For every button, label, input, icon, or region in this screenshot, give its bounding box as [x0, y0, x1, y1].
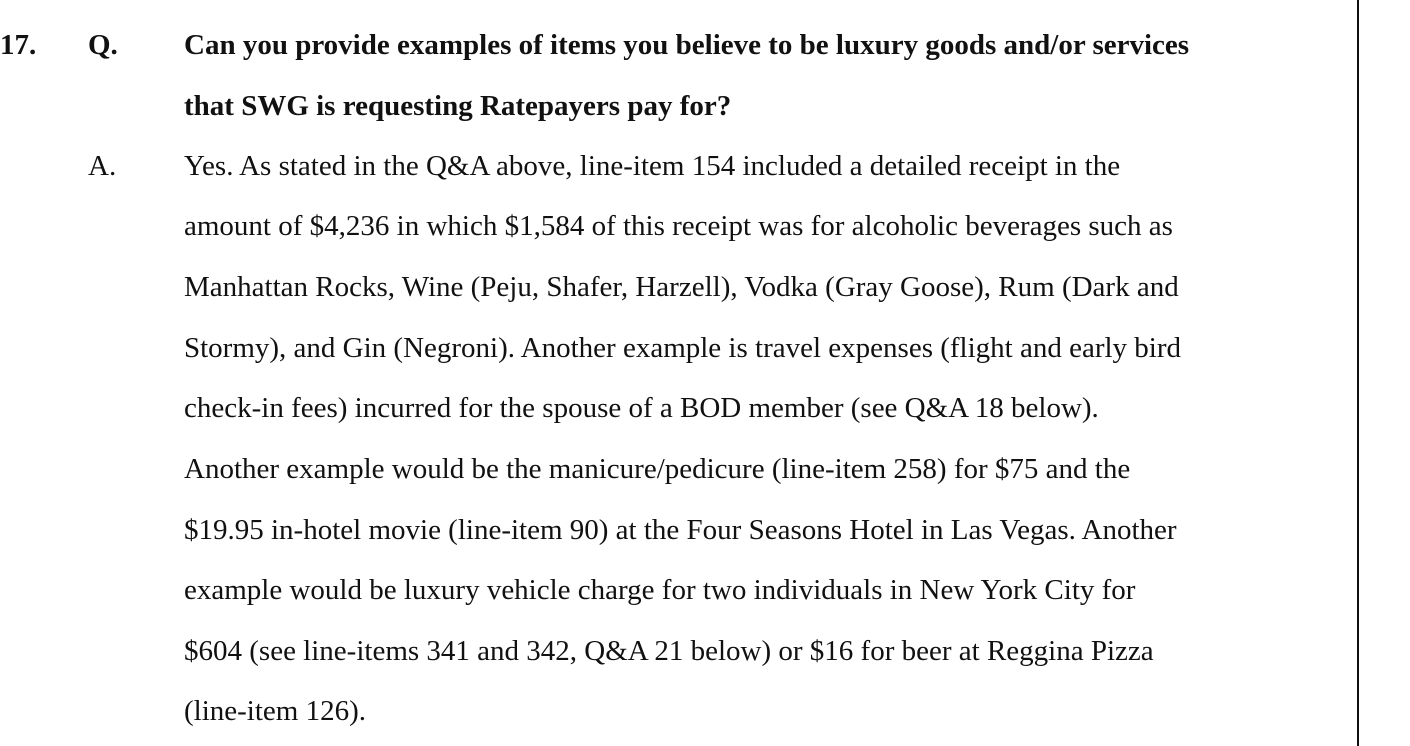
answer-text-line: Yes. As stated in the Q&A above, line-item 154 included a detailed receipt in the [184, 150, 1121, 182]
question-text-line: that SWG is requesting Ratepayers pay for? [184, 90, 732, 122]
answer-text-line: Stormy), and Gin (Negroni). Another example is travel expenses (flight and early bird [184, 332, 1182, 364]
answer-text-line: Another example would be the manicure/pedicure (line-item 258) for $75 and the [184, 453, 1131, 485]
answer-text-line: example would be luxury vehicle charge for two individuals in New York City for [184, 574, 1136, 606]
question-text-line: Can you provide examples of items you believe to be luxury goods and/or services [184, 29, 1190, 61]
answer-text-line: $604 (see line-items 341 and 342, Q&A 21 below) or $16 for beer at Reggina Pizza [184, 635, 1154, 667]
answer-text-line: amount of $4,236 in which $1,584 of this receipt was for alcoholic beverages such as [184, 210, 1173, 242]
question-number: 17. [0, 29, 37, 61]
answer-text-line: check-in fees) incurred for the spouse of a BOD member (see Q&A 18 below). [184, 392, 1099, 424]
answer-label: A. [88, 150, 117, 182]
answer-text-line: (line-item 126). [184, 695, 367, 727]
answer-text-line: $19.95 in-hotel movie (line-item 90) at the Four Seasons Hotel in Las Vegas. Another [184, 514, 1177, 546]
right-margin-rule [1357, 0, 1359, 746]
answer-text-line: Manhattan Rocks, Wine (Peju, Shafer, Harzell), Vodka (Gray Goose), Rum (Dark and [184, 271, 1179, 303]
question-label: Q. [88, 29, 118, 61]
